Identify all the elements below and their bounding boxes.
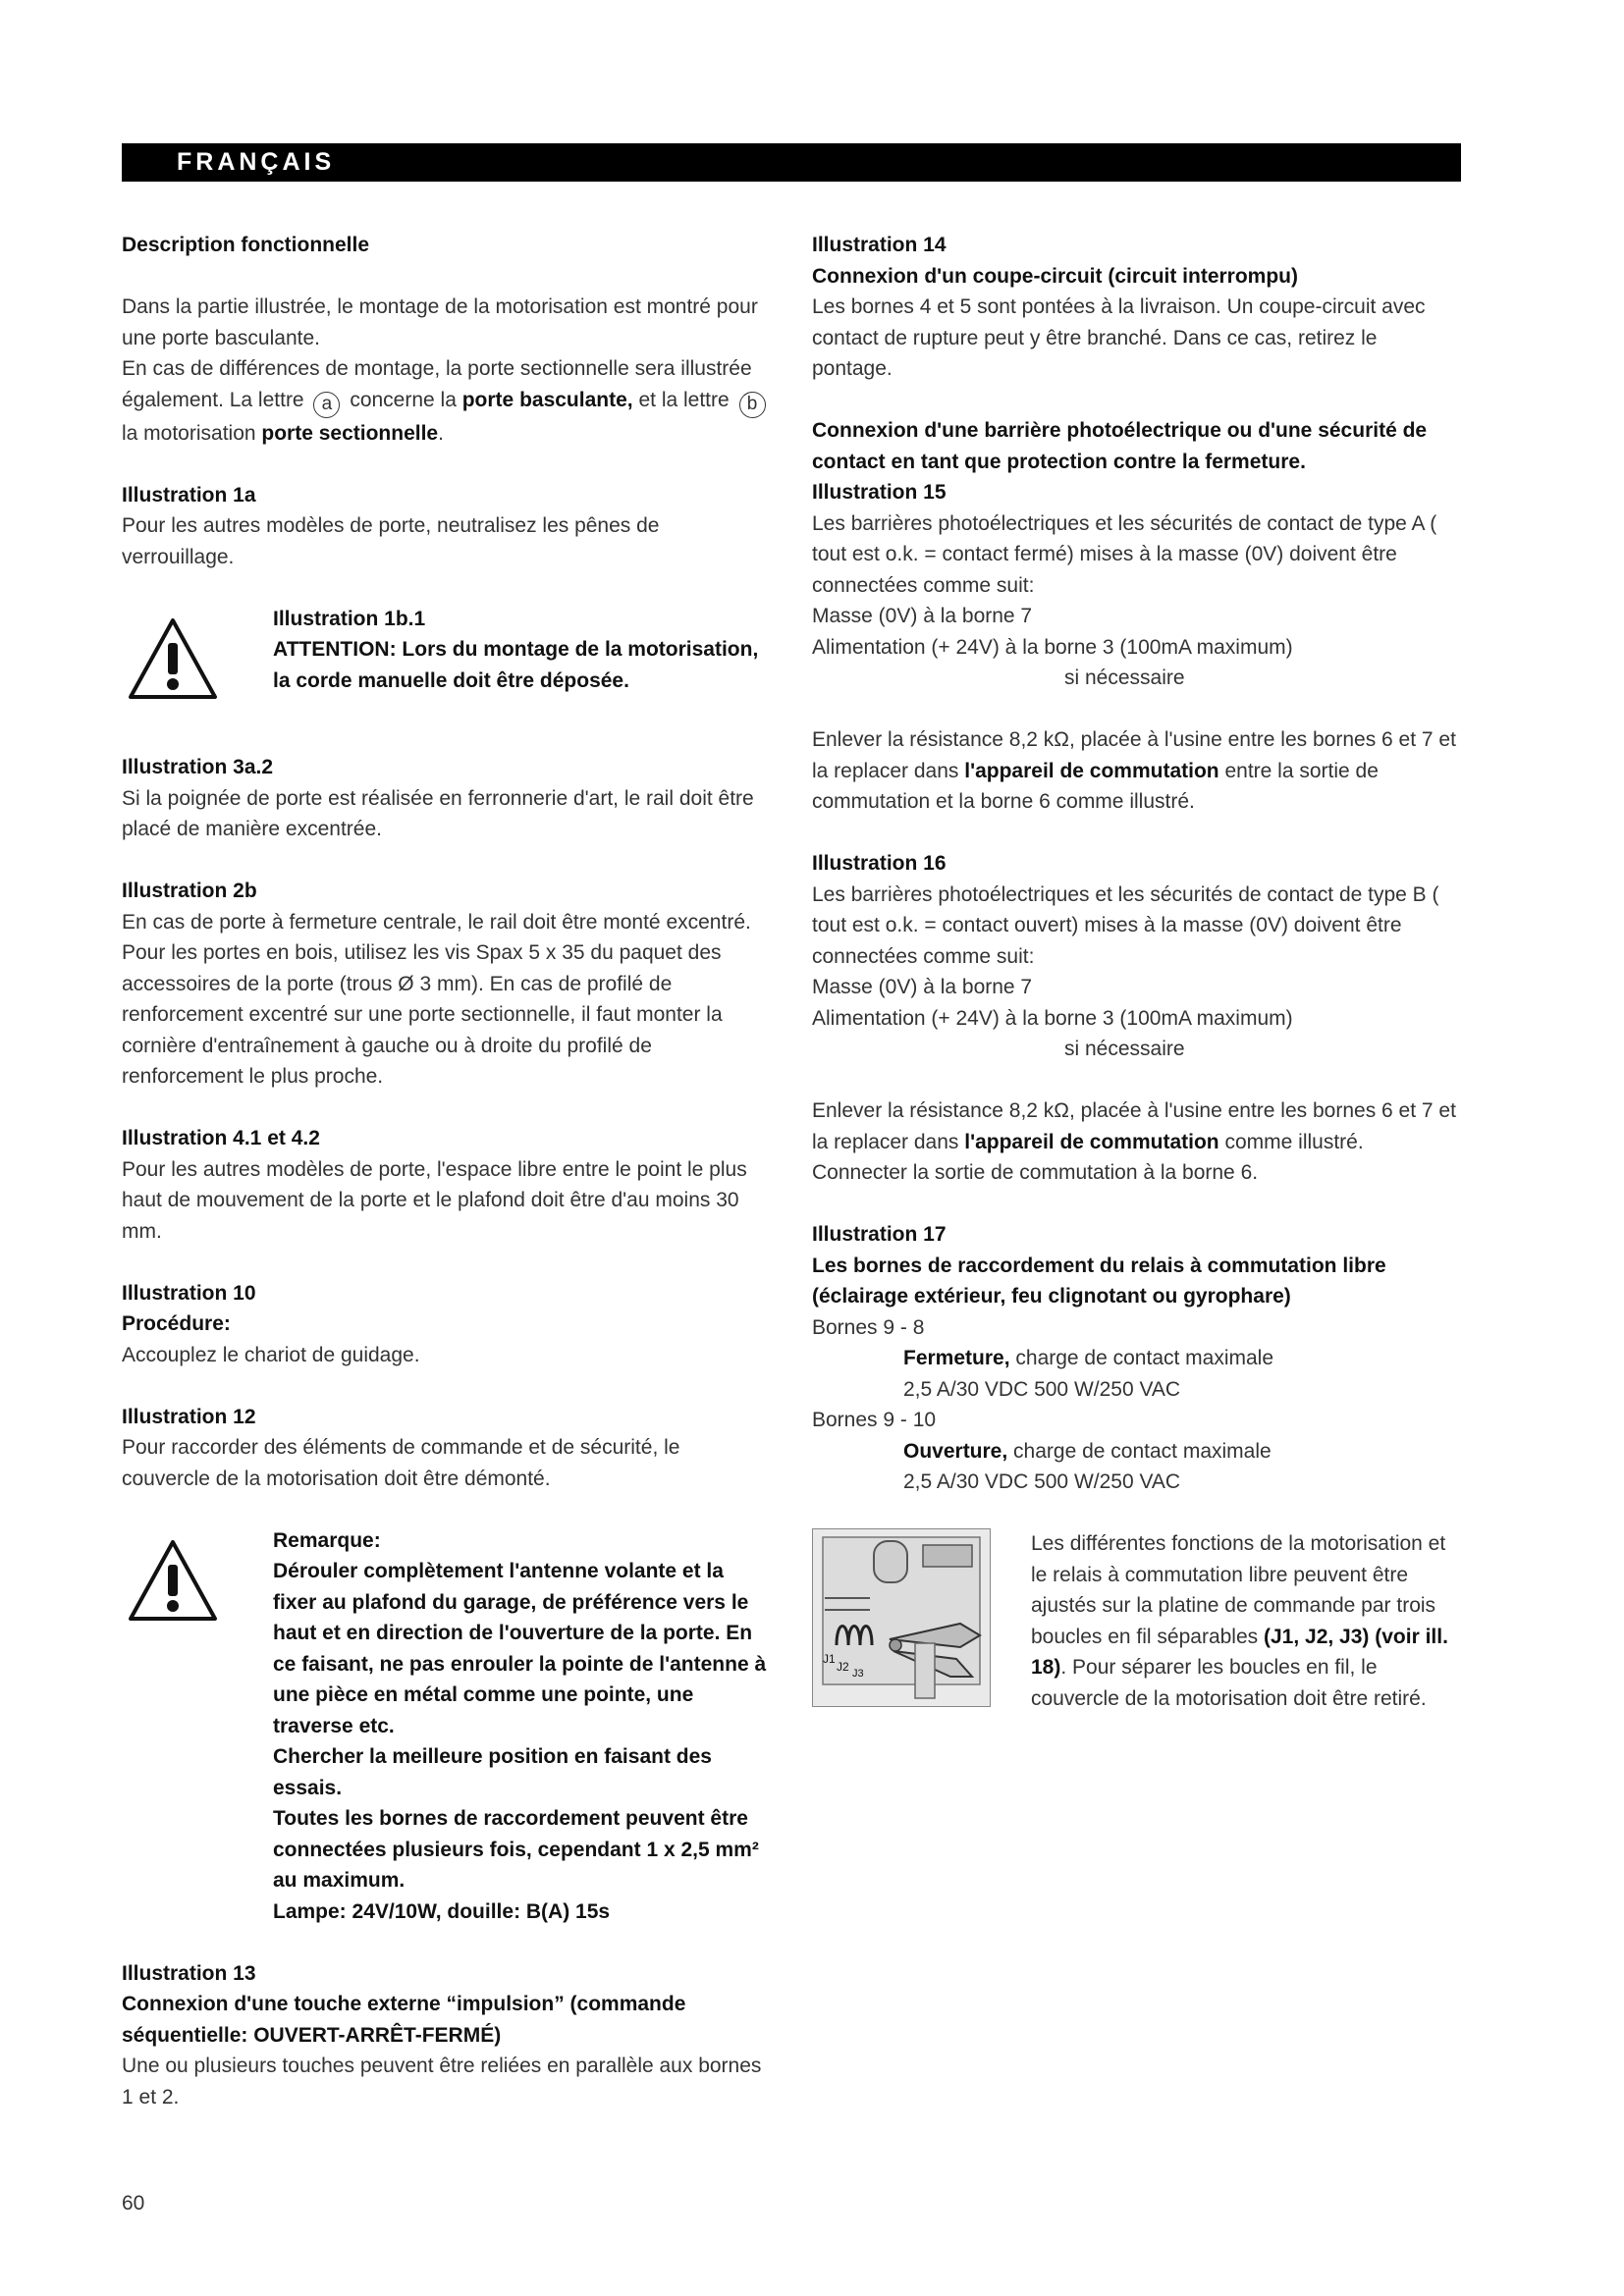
section-title: Illustration 17: [812, 1223, 947, 1246]
circle-letter-a: a: [313, 392, 340, 418]
paragraph: Les barrières photoélectriques et les sécurités de contact de type B ( tout est o.k. = contact ouvert) mises à la masse (0V) doivent être connectées comme suit:: [812, 882, 1439, 968]
section-ill13: [122, 1958, 770, 2113]
warning-icon: [128, 617, 218, 700]
paragraph: Pour les autres modèles de porte, l'espace libre entre le point le plus haut de mouvement de la porte et le plafond doit être d'au moins 30 mm.: [122, 1157, 747, 1243]
section-subtitle: Procédure:: [122, 1312, 231, 1335]
contact-spec: Ouverture, charge de contact maximale: [903, 1439, 1272, 1463]
section-title: Illustration 14: [812, 234, 947, 256]
section-title: Illustration 2b: [122, 880, 257, 902]
paragraph: Pour les autres modèles de porte, neutralisez les pênes de verrouillage.: [122, 514, 660, 568]
contact-spec: Fermeture, charge de contact maximale: [903, 1347, 1274, 1369]
terminal-label: Bornes 9 - 10: [812, 1409, 937, 1431]
remark-text: Lampe: 24V/10W, douille: B(A) 15s: [273, 1899, 611, 1923]
wiring-line: Alimentation (+ 24V) à la borne 3 (100mA maximum): [812, 635, 1293, 659]
paragraph: Les bornes 4 et 5 sont pontées à la livraison. Un coupe-circuit avec contact de rupture peut y être branché. Dans ce cas, retirez le pontage.: [812, 295, 1426, 380]
paragraph: Pour raccorder des éléments de commande et de sécurité, le couvercle de la motorisation doit être démonté.: [122, 1436, 680, 1490]
warning-text: ATTENTION: Lors du montage de la motorisation, la corde manuelle doit être déposée.: [273, 638, 759, 692]
wiring-note: si nécessaire: [1064, 667, 1185, 689]
circle-letter-b: b: [739, 392, 766, 418]
section-subtitle: Illustration 15: [812, 481, 947, 504]
wiring-line: Alimentation (+ 24V) à la borne 3 (100mA maximum): [812, 1006, 1293, 1030]
section-title: Illustration 3a.2: [122, 756, 274, 778]
contact-rating: 2,5 A/30 VDC 500 W/250 VAC: [903, 1377, 1181, 1401]
wiring-line: Masse (0V) à la borne 7: [812, 605, 1033, 627]
paragraph: Dans la partie illustrée, le montage de la motorisation est montré pour une porte basculante.: [122, 295, 758, 349]
section-ill14: [812, 230, 1462, 385]
jumper-label-j2: J2: [837, 1660, 849, 1674]
section-title: Description fonctionnelle: [122, 234, 370, 256]
section-subtitle: Les bornes de raccordement du relais à commutation libre (éclairage extérieur, feu clignotant ou gyrophare): [812, 1254, 1386, 1308]
section-ill17: [812, 1219, 1462, 1498]
section-title: Illustration 1a: [122, 483, 256, 507]
section-title: Illustration 13: [122, 1961, 256, 1985]
language-header-bar: [122, 143, 1461, 182]
section-title: Illustration 4.1 et 4.2: [122, 1127, 320, 1149]
jumper-figure-block: [812, 1528, 1462, 1714]
paragraph: Enlever la résistance 8,2 kΩ, placée à l'usine entre les bornes 6 et 7 et la replacer dans l'appareil de commutation entre la sortie de commutation et la borne 6 comme illustré.: [812, 728, 1456, 813]
contact-rating: 2,5 A/30 VDC 500 W/250 VAC: [903, 1470, 1181, 1493]
language-label: FRANÇAIS: [177, 148, 336, 176]
terminal-label: Bornes 9 - 8: [812, 1315, 925, 1339]
section-ill10: [122, 1278, 770, 1371]
section-ill3a2: [122, 752, 770, 845]
remark-text: Toutes les bornes de raccordement peuvent être connectées plusieurs fois, cependant 1 x 2,5 mm² au maximum.: [273, 1807, 759, 1892]
section-ill41: [122, 1123, 770, 1247]
section-title: Illustration 10: [122, 1281, 256, 1305]
wiring-note: si nécessaire: [1064, 1038, 1185, 1060]
section-ill12: [122, 1402, 770, 1495]
section-ill16: [812, 848, 1462, 1065]
jumper-description: Les différentes fonctions de la motorisation et le relais à commutation libre peuvent être ajustés sur la platine de commande par trois boucles en fil séparables (J1, J2, J3) (voir ill. 18). Pour séparer les boucles en fil, le couvercle de la motorisation doit être retiré.: [1031, 1532, 1448, 1710]
remark-text: Chercher la meilleure position en faisant des essais.: [273, 1745, 712, 1799]
paragraph: Une ou plusieurs touches peuvent être reliées en parallèle aux bornes 1 et 2.: [122, 2055, 762, 2109]
page-number: 60: [122, 2192, 145, 2215]
paragraph: Enlever la résistance 8,2 kΩ, placée à l'usine entre les bornes 6 et 7 et la replacer dans l'appareil de commutation comme illustré. Connecter la sortie de commutation à la borne 6.: [812, 1099, 1456, 1184]
section-ill15-resistor: [812, 724, 1462, 818]
remark-text: Dérouler complètement l'antenne volante et la fixer au plafond du garage, de préférence vers le haut et en direction de l'ouverture de la porte. En ce faisant, ne pas enrouler la pointe de l'antenne à une pièce en métal comme une pointe, une traverse etc.: [273, 1560, 767, 1737]
paragraph: Les barrières photoélectriques et les sécurités de contact de type A ( tout est o.k. = contact fermé) mises à la masse (0V) doivent être connectées comme suit:: [812, 511, 1437, 597]
wiring-line: Masse (0V) à la borne 7: [812, 976, 1033, 998]
remark-title: Remarque:: [273, 1528, 381, 1552]
paragraph: En cas de différences de montage, la porte sectionnelle sera illustrée également. La lettre a concerne la porte basculante, et la lettre b la motorisation porte sectionnelle.: [122, 353, 770, 449]
warning-icon: [128, 1539, 218, 1622]
circuit-board-illustration: [813, 1529, 990, 1706]
section-subtitle: Connexion d'une touche externe “impulsion” (commande séquentielle: OUVERT-ARRÊT-FERMÉ): [122, 1993, 686, 2047]
section-description: [122, 230, 770, 449]
jumper-label-j3: J3: [852, 1668, 864, 1680]
paragraph: En cas de porte à fermeture centrale, le rail doit être monté excentré. Pour les portes en bois, utilisez les vis Spax 5 x 35 du paquet des accessoires de la porte (trous Ø 3 mm). En cas de profilé de renforcement excentré sur une porte sectionnelle, il faut monter la cornière d'entraînement à gauche ou à droite du profilé de renforcement le plus proche.: [122, 910, 751, 1088]
section-title: Illustration 12: [122, 1405, 256, 1428]
section-title: Illustration 16: [812, 852, 947, 875]
section-title: Illustration 1b.1: [273, 607, 426, 630]
jumper-label-j1: J1: [823, 1652, 836, 1666]
paragraph: Accouplez le chariot de guidage.: [122, 1343, 420, 1366]
right-column: [812, 230, 1462, 1714]
section-title: Connexion d'une barrière photoélectrique ou d'une sécurité de contact en tant que protection contre la fermeture.: [812, 419, 1428, 473]
section-ill1a: [122, 480, 770, 573]
section-ill15: [812, 415, 1462, 694]
warning-block-1b: [122, 604, 770, 721]
section-ill16-resistor: [812, 1095, 1462, 1189]
paragraph: Si la poignée de porte est réalisée en ferronnerie d'art, le rail doit être placé de manière excentrée.: [122, 786, 754, 840]
section-subtitle: Connexion d'un coupe-circuit (circuit interrompu): [812, 264, 1299, 288]
warning-block-remark: [122, 1525, 770, 1928]
jumper-wire-figure: [812, 1528, 991, 1707]
section-ill2b: [122, 876, 770, 1093]
left-column: [122, 230, 770, 2144]
